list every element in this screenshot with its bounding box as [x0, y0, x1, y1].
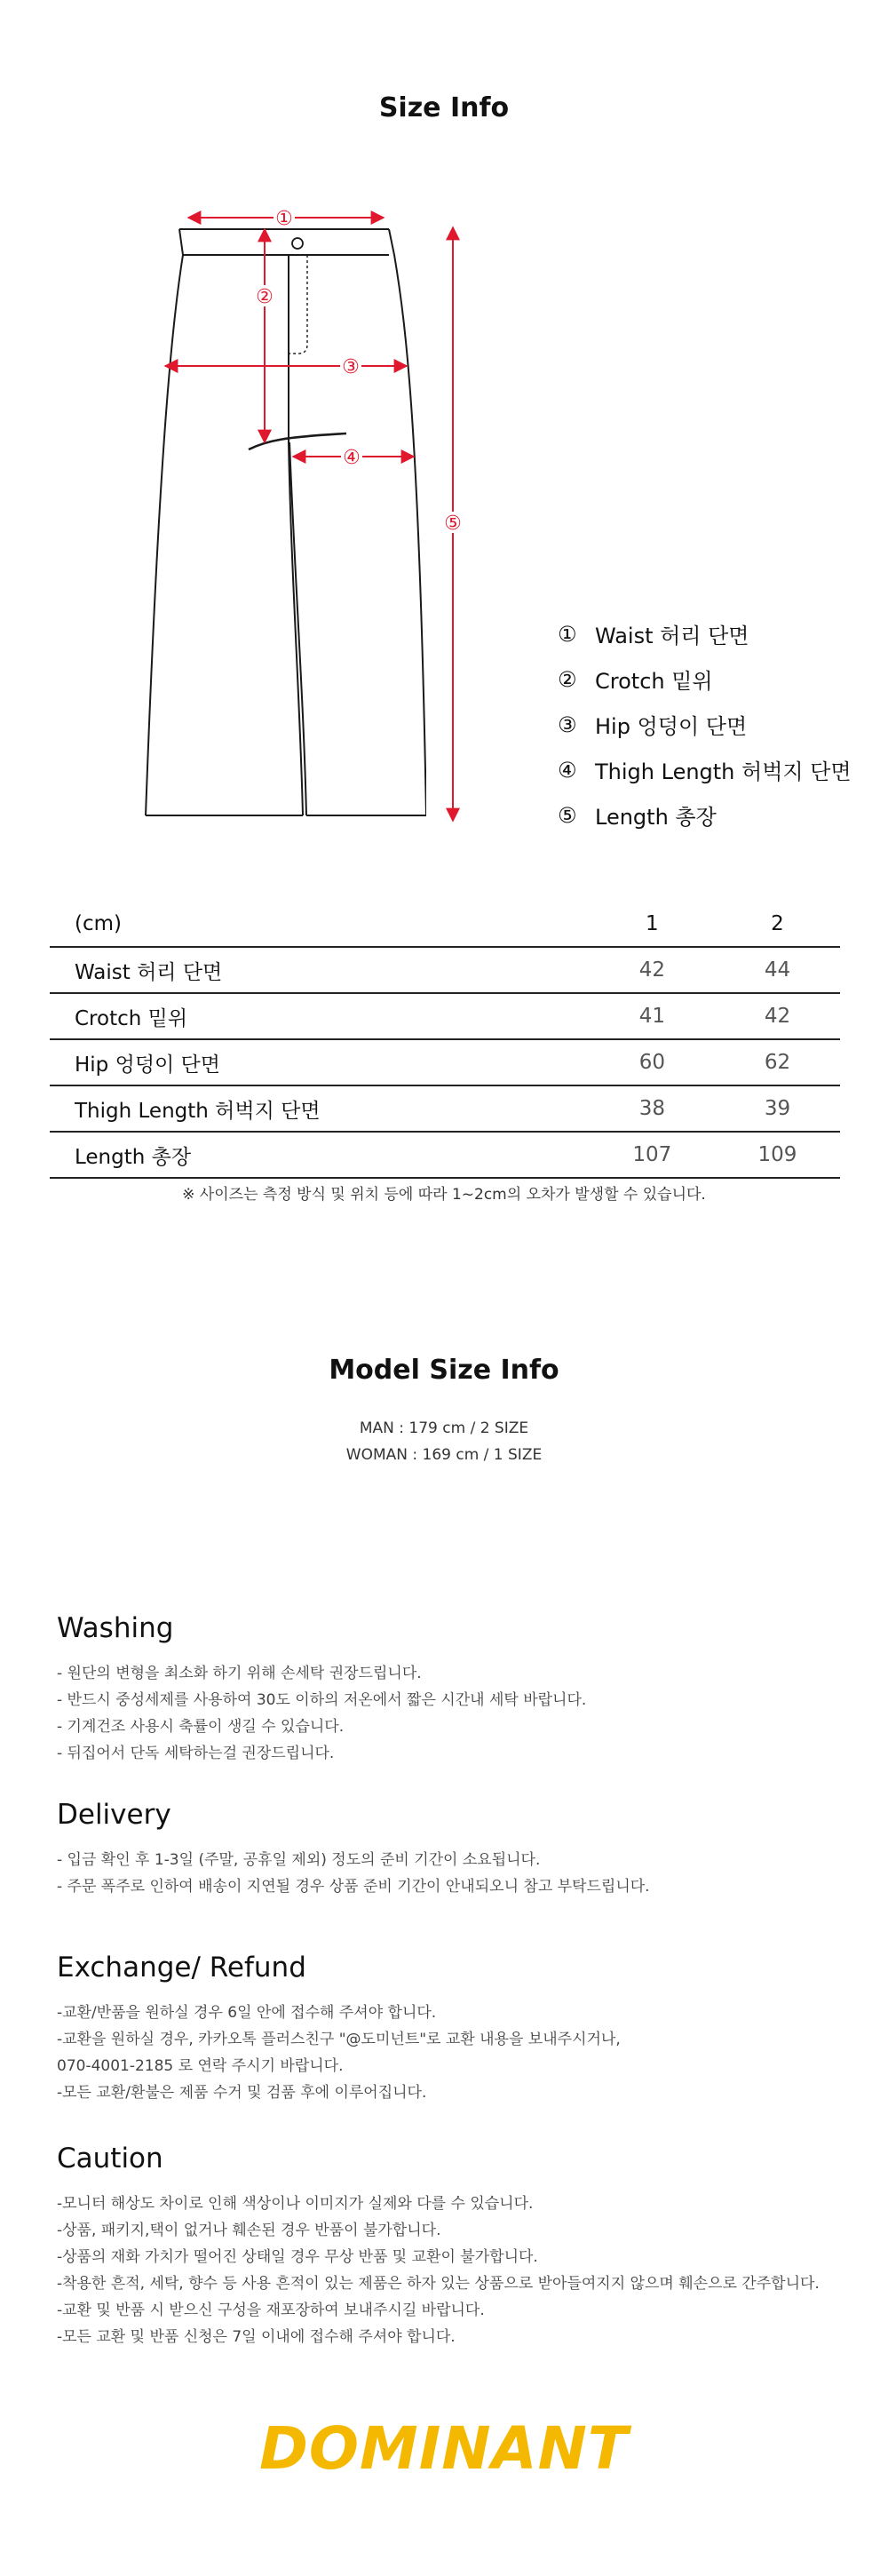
row-value-size-2: 39 [715, 1085, 840, 1132]
row-value-size-1: 60 [590, 1039, 715, 1085]
legend-number: ② [558, 666, 577, 692]
table-header-row [50, 902, 840, 947]
legend-label: Crotch 밑위 [595, 669, 713, 694]
model-woman-info: WOMAN : 169 cm / 1 SIZE [345, 1446, 543, 1464]
legend-label: Hip 엉덩이 단면 [595, 714, 748, 739]
delivery-line: - 주문 폭주로 인하여 배송이 지연될 경우 상품 준비 기간이 안내되오니 참고 부탁드립니다. [57, 1878, 650, 1896]
row-label: Length 총장 [50, 1132, 590, 1178]
legend-label: Waist 허리 단면 [595, 624, 749, 648]
row-value-size-2: 42 [715, 993, 840, 1039]
measurement-legend [558, 611, 852, 838]
legend-label: Thigh Length 허벅지 단면 [595, 759, 852, 784]
exchange-refund-section [57, 1952, 856, 2106]
header-size-2: 2 [715, 902, 840, 947]
legend-number: ③ [558, 712, 577, 737]
row-label: Waist 허리 단면 [50, 947, 590, 993]
delivery-line: - 입금 확인 후 1-3일 (주말, 공휴일 제외) 정도의 준비 기간이 소요됩니다. [57, 1851, 541, 1869]
caution-line: -모니터 해상도 차이로 인해 색상이나 이미지가 실제와 다를 수 있습니다. [57, 2195, 534, 2213]
header-size-1: 1 [590, 902, 715, 947]
washing-title: Washing [57, 1612, 174, 1644]
exchange-line: -모든 교환/환불은 제품 수거 및 검품 후에 이루어집니다. [57, 2084, 427, 2102]
pants-measurement-diagram [133, 204, 426, 835]
size-info-title: Size Info [378, 92, 510, 123]
exchange-line: -교환/반품을 원하실 경우 6일 안에 접수해 주셔야 합니다. [57, 2004, 437, 2022]
marker-thigh: ④ [343, 447, 361, 469]
model-size-info-title: Model Size Info [329, 1355, 559, 1386]
marker-length: ⑤ [444, 513, 462, 535]
row-label: Crotch 밑위 [50, 993, 590, 1039]
caution-title: Caution [57, 2143, 163, 2174]
caution-line: -착용한 흔적, 세탁, 향수 등 사용 흔적이 있는 제품은 하자 있는 상품으로 받아들여지지 않으며 훼손으로 간주합니다. [57, 2275, 820, 2293]
table-row [50, 1132, 840, 1178]
delivery-section [57, 1799, 856, 1900]
button-mark [292, 238, 303, 249]
legend-number: ④ [558, 757, 577, 783]
legend-number: ⑤ [558, 802, 577, 828]
exchange-line: 070-4001-2185 로 연락 주시기 바랍니다. [57, 2057, 344, 2075]
row-label: Hip 엉덩이 단면 [50, 1039, 590, 1085]
row-value-size-1: 107 [590, 1132, 715, 1178]
washing-section [57, 1612, 856, 1767]
legend-item [558, 792, 852, 838]
row-value-size-1: 38 [590, 1085, 715, 1132]
size-table [50, 902, 840, 1179]
header-unit: (cm) [50, 902, 590, 947]
washing-line: - 반드시 중성세제를 사용하여 30도 이하의 저온에서 짧은 시간내 세탁 바랍니다. [57, 1691, 587, 1709]
caution-line: -모든 교환 및 반품 신청은 7일 이내에 접수해 주셔야 합니다. [57, 2328, 456, 2346]
exchange-line: -교환을 원하실 경우, 카카오톡 플러스친구 "@도미넌트"로 교환 내용을 보내주시거나, [57, 2031, 621, 2048]
legend-item [558, 747, 852, 792]
caution-section [57, 2143, 856, 2350]
table-row [50, 993, 840, 1039]
row-value-size-1: 41 [590, 993, 715, 1039]
model-man-info: MAN : 179 cm / 2 SIZE [359, 1419, 529, 1437]
row-value-size-2: 62 [715, 1039, 840, 1085]
dominant-logo: DOMINANT [259, 2414, 629, 2483]
legend-label: Length 총장 [595, 805, 717, 830]
table-row [50, 1085, 840, 1132]
pants-outline [146, 229, 426, 815]
exchange-refund-title: Exchange/ Refund [57, 1952, 306, 1984]
table-row [50, 947, 840, 993]
row-value-size-2: 109 [715, 1132, 840, 1178]
caution-line: -교환 및 반품 시 받으신 구성을 재포장하여 보내주시길 바랍니다. [57, 2302, 485, 2319]
caution-line: -상품의 재화 가치가 떨어진 상태일 경우 무상 반품 및 교환이 불가합니다. [57, 2248, 538, 2266]
row-value-size-2: 44 [715, 947, 840, 993]
washing-line: - 뒤집어서 단독 세탁하는걸 권장드립니다. [57, 1745, 335, 1762]
legend-item [558, 611, 852, 656]
length-dimension [435, 224, 471, 828]
legend-item [558, 702, 852, 747]
washing-line: - 원단의 변형을 최소화 하기 위해 손세탁 권장드립니다. [57, 1665, 422, 1682]
table-row [50, 1039, 840, 1085]
legend-item [558, 656, 852, 702]
marker-hip: ③ [342, 356, 360, 378]
marker-crotch: ② [256, 286, 274, 308]
marker-waist: ① [275, 208, 293, 230]
caution-line: -상품, 패키지,택이 없거나 훼손된 경우 반품이 불가합니다. [57, 2222, 441, 2239]
size-disclaimer-note: ※ 사이즈는 측정 방식 및 위치 등에 따라 1~2cm의 오차가 발생할 수 있습니다. [182, 1186, 706, 1204]
washing-line: - 기계건조 사용시 축률이 생길 수 있습니다. [57, 1718, 345, 1736]
row-label: Thigh Length 허벅지 단면 [50, 1085, 590, 1132]
row-value-size-1: 42 [590, 947, 715, 993]
delivery-title: Delivery [57, 1799, 171, 1831]
legend-number: ① [558, 621, 577, 647]
